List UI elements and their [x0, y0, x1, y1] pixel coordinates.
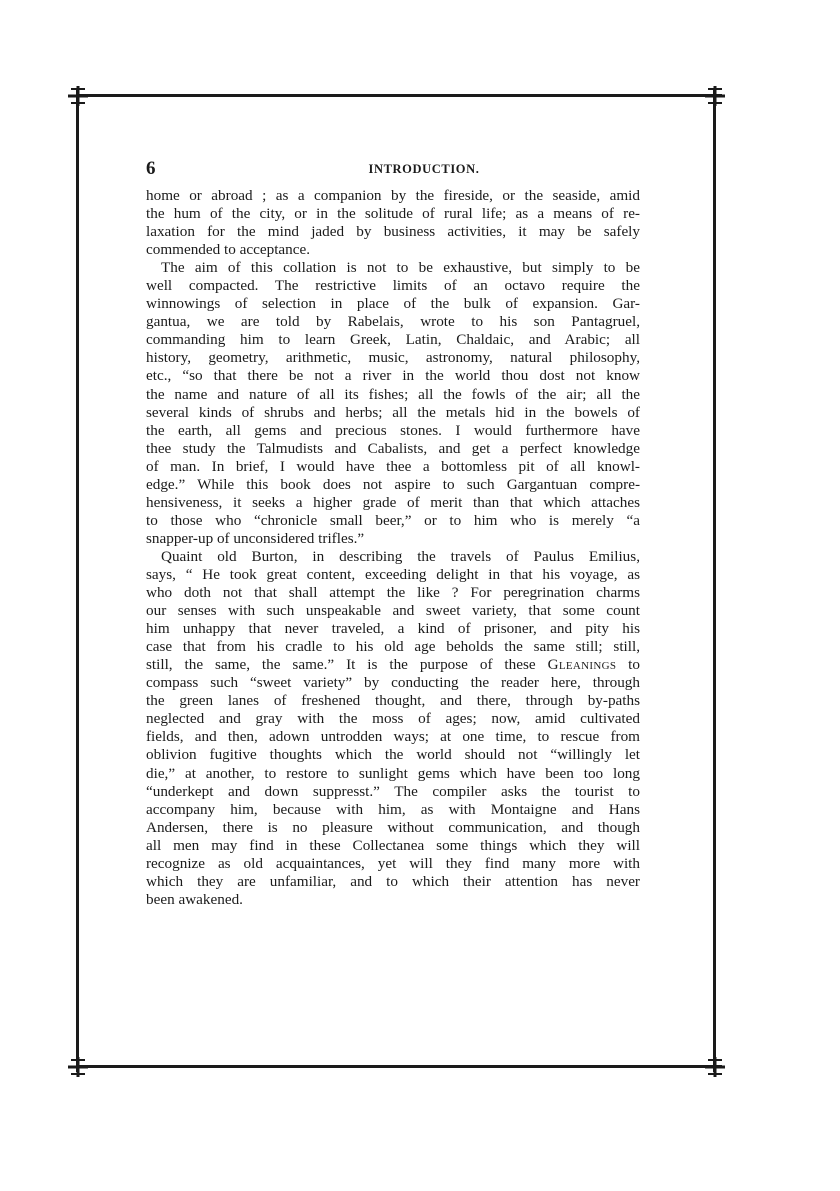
text-line: who doth not that shall attempt the like ? For peregrination charms: [146, 584, 640, 602]
text-line: which they are unfamiliar, and to which their attention has never: [146, 872, 640, 890]
paragraph-2: [146, 259, 640, 548]
body-text: [146, 187, 640, 909]
text-line: The aim of this collation is not to be exhaustive, but simply to be: [161, 259, 640, 277]
text-line: gantua, we are told by Rabelais, wrote to his son Pantagruel,: [146, 313, 640, 331]
text-line-end: to: [616, 656, 640, 674]
text-line: the hum of the city, or in the solitude of rural life; as a means of re-: [146, 205, 640, 223]
text-line: neglected and gray with the moss of ages; now, amid cultivated: [146, 710, 640, 728]
text-line: the green lanes of freshened thought, and there, through by-paths: [146, 692, 640, 710]
text-line: several kinds of shrubs and herbs; all the metals hid in the bowels of: [146, 403, 640, 421]
corner-ornament-icon: [704, 85, 726, 107]
text-line: etc., “so that there be not a river in the world thou dost not know: [146, 367, 640, 385]
paragraph-3: [146, 548, 640, 909]
bottom-border-rule: [76, 1065, 722, 1068]
text-line: oblivion fugitive thoughts which the world should not “willingly let: [146, 746, 640, 764]
text-line: fields, and then, adown untrodden ways; at one time, to rescue from: [146, 728, 640, 746]
text-line: recognize as old acquaintances, yet will they find many more with: [146, 854, 640, 872]
page-number: 6: [146, 158, 156, 179]
text-line: snapper-up of unconsidered trifles.”: [146, 529, 365, 547]
text-line: “underkept and down suppresst.” The compiler asks the tourist to: [146, 782, 640, 800]
text-line: the name and nature of all its fishes; all the fowls of the air; all the: [146, 385, 640, 403]
text-line: die,” at another, to restore to sunlight gems which have been too long: [146, 764, 640, 782]
text-line: case that from his cradle to his old age beholds the same still; still,: [146, 638, 640, 656]
text-line: Quaint old Burton, in describing the travels of Paulus Emilius,: [161, 547, 640, 565]
corner-ornament-icon: [704, 1056, 726, 1078]
text-line: commended to acceptance.: [146, 241, 311, 259]
text-line: history, geometry, arithmetic, music, astronomy, natural philosophy,: [146, 349, 640, 367]
text-line: to those who “chronicle small beer,” or to him who is merely “a: [146, 511, 640, 529]
text-line: Andersen, there is no pleasure without communication, and though: [146, 818, 640, 836]
text-line: well compacted. The restrictive limits of an octavo require the: [146, 277, 640, 295]
text-line: laxation for the mind jaded by business activities, it may be safely: [146, 223, 640, 241]
text-line: home or abroad ; as a companion by the fireside, or the seaside, amid: [146, 187, 640, 204]
text-line: accompany him, because with him, as with Montaigne and Hans: [146, 800, 640, 818]
text-line-with-gleanings: [146, 656, 640, 674]
right-border-rule: [713, 88, 716, 1072]
left-border-rule: [76, 88, 79, 1072]
text-line: him unhappy that never traveled, a kind of prisoner, and pity his: [146, 620, 640, 638]
text-line: commanding him to learn Greek, Latin, Chaldaic, and Arabic; all: [146, 331, 640, 349]
paragraph-1: [146, 187, 640, 259]
text-line: compass such “sweet variety” by conducting the reader here, through: [146, 674, 640, 692]
top-border-rule: [76, 94, 722, 97]
corner-ornament-icon: [67, 1056, 89, 1078]
text-line: been awakened.: [146, 890, 243, 908]
gleanings-word: Gleanings: [547, 656, 617, 674]
text-line: edge.” While this book does not aspire to such Gargantuan compre-: [146, 475, 640, 493]
text-line: of man. In brief, I would have thee a bottomless pit of all knowl-: [146, 457, 640, 475]
text-line: hensiveness, it seeks a higher grade of merit than that which attaches: [146, 493, 640, 511]
text-line: winnowings of selection in place of the bulk of expansion. Gar-: [146, 295, 640, 313]
corner-ornament-icon: [67, 85, 89, 107]
text-line: the earth, all gems and precious stones. I would furthermore have: [146, 421, 640, 439]
text-line: our senses with such unspeakable and sweet variety, that some count: [146, 602, 640, 620]
text-line: thee study the Talmudists and Cabalists, and get a perfect knowledge: [146, 439, 640, 457]
text-line: says, “ He took great content, exceeding delight in that his voyage, as: [146, 565, 640, 583]
text-line-start: still, the same, the same.” It is the purpose of these: [146, 656, 536, 674]
running-title: INTRODUCTION.: [368, 162, 480, 176]
text-line: all men may find in these Collectanea some things which they will: [146, 836, 640, 854]
